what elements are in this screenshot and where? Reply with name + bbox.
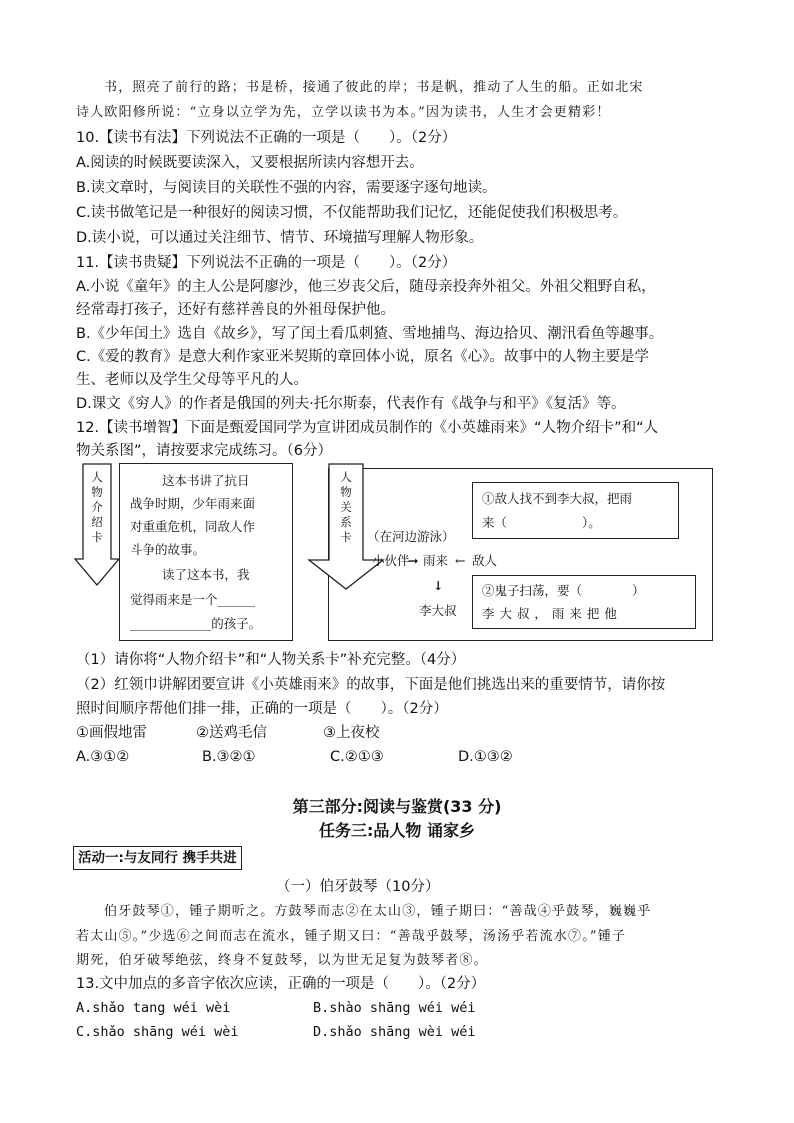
q12-sub-1: （1）请你将“人物介绍卡”和“人物关系卡”补充完整。（4分） — [76, 652, 466, 668]
q13-option-c: C.shǎo shāng wéi wèi — [76, 1024, 239, 1040]
arrow-left-icon: ← — [455, 553, 466, 568]
q13-option-b: B.shào shāng wéi wéi — [313, 1000, 476, 1016]
q11-line-2: 经常毒打孩子，还好有慈祥善良的外祖母保护他。 — [76, 302, 395, 318]
person-enemy: 敌人 — [472, 553, 498, 568]
event-box-1-line-2: 来（ ）。 — [482, 515, 601, 530]
intro-card-line-6: 觉得雨来是一个______ — [130, 592, 256, 607]
q12-event-3: ③上夜校 — [323, 725, 380, 741]
intro-card-line-4: 斗争的故事。 — [130, 542, 206, 557]
q10-stem: 10.【读书有法】下列说法不正确的一项是（ ）。（2分） — [76, 130, 457, 146]
passage-line-2: 若太山⑤。”少选⑥之间而志在流水，锺子期又曰：“善哉乎鼓琴，汤汤乎若流水⑦。”锺子 — [76, 929, 627, 944]
intro-card-line-3: 对重重危机，同敌人作 — [130, 519, 256, 534]
event-box-1-line-1: ①敌人找不到李大叔，把雨 — [482, 491, 633, 506]
q11-line-6: D.课文《穷人》的作者是俄国的列夫·托尔斯泰，代表作有《战争与和平》《复活》等。 — [76, 396, 626, 412]
q11-line-4: C.《爱的教育》是意大利作家亚米契斯的章回体小说，原名《心》。故事中的人物主要是学 — [76, 349, 649, 365]
relationship-card-label: 人物关系卡 — [340, 470, 352, 544]
part3-task: 任务三:品人物 诵家乡 — [319, 821, 475, 840]
activity-label: 活动一:与友同行 携手共进 — [73, 846, 242, 870]
event-box-2-line-2: 李 大 叔 ， 雨 来 把 他 — [482, 606, 618, 621]
q11-line-5: 生、老师以及学生父母等平凡的人。 — [76, 372, 308, 388]
q12-sub-2-line-1: （2）红领巾讲解团要宣讲《小英雄雨来》的故事，下面是他们挑选出来的重要情节，请你按 — [76, 677, 666, 693]
intro-card-line-7: _____________的孩子。 — [130, 616, 262, 631]
q11-stem: 11.【读书贵疑】下列说法不正确的一项是（ ）。（2分） — [76, 255, 457, 271]
river-note: （在河边游泳） — [367, 529, 455, 544]
person-yulai: 雨来 — [423, 553, 449, 568]
q13-option-a: A.shǎo tang wéi wèi — [76, 1000, 231, 1016]
event-box-2-line-1: ②鬼子扫荡，要（ ） — [482, 583, 645, 598]
q10-option-b: B.读文章时，与阅读目的关联性不强的内容，需要逐字逐句地读。 — [76, 180, 497, 196]
arrow-down-icon: ↓ — [433, 578, 444, 593]
intro-card-line-5: 读了这本书，我 — [162, 567, 250, 582]
q12-option-a: A.③①② — [76, 749, 130, 765]
passage-line-1: 伯牙鼓琴①，锺子期听之。方鼓琴而志②在太山③，锺子期曰：“善哉④乎鼓琴，巍巍乎 — [104, 904, 652, 919]
part3-title: 第三部分:阅读与鉴赏(33 分) — [292, 797, 502, 816]
person-uncle-li: 李大叔 — [419, 603, 457, 618]
intro-line-2: 诗人欧阳修所说：“立身以立学为先，立学以读书为本。”因为读书，人生才会更精彩！ — [76, 105, 611, 120]
intro-line-1: 书，照亮了前行的路；书是桥，接通了彼此的岸；书是帆，推动了人生的船。正如北宋 — [104, 80, 644, 95]
q13-stem: 13.文中加点的多音字依次应读，正确的一项是（ ）。（2分） — [76, 976, 486, 992]
q12-event-2: ②送鸡毛信 — [196, 725, 267, 741]
q12-sub-2-line-2: 照时间顺序帮他们排一排，正确的一项是（ ）。（2分） — [76, 701, 448, 717]
passage-line-3: 期死，伯牙破琴绝弦，终身不复鼓琴，以为世无足复为鼓琴者⑧。 — [76, 953, 488, 968]
q11-line-3: B.《少年闰土》选自《故乡》，写了闰土看瓜刺猹、雪地捕鸟、海边拾贝、潮汛看鱼等趣事。 — [76, 326, 664, 342]
q10-option-a: A.阅读的时候既要读深入，又要根据所读内容想开去。 — [76, 155, 424, 171]
q11-line-1: A.小说《童年》的主人公是阿廖沙，他三岁丧父后，随母亲投奔外祖父。外祖父粗野自私， — [76, 279, 656, 295]
person-friends: 小伙伴 — [372, 553, 410, 568]
arrow-right-icon: ➞ — [408, 553, 419, 568]
q12-event-1: ①画假地雷 — [76, 725, 147, 741]
q10-option-c: C.读书做笔记是一种很好的阅读习惯，不仅能帮助我们记忆，还能促使我们积极思考。 — [76, 205, 628, 221]
intro-card-line-2: 战争时期，少年雨来面 — [130, 496, 256, 511]
intro-card-line-1: 这本书讲了抗日 — [162, 473, 250, 488]
q12-option-b: B.③②① — [202, 749, 256, 765]
passage-title: （一）伯牙鼓琴（10分） — [276, 879, 440, 895]
q13-option-d: D.shǎo shāng wèi wéi — [313, 1024, 476, 1040]
q12-option-d: D.①③② — [458, 749, 513, 765]
q12-stem-1: 12.【读书增智】下面是甄爱国同学为宣讲团成员制作的《小英雄雨来》“人物介绍卡”和“人 — [76, 420, 659, 436]
q12-option-c: C.②①③ — [330, 749, 384, 765]
q10-option-d: D.读小说，可以通过关注细节、情节、环境描写理解人物形象。 — [76, 230, 484, 246]
intro-card-label: 人物介绍卡 — [91, 470, 103, 544]
q12-stem-2: 物关系图”，请按要求完成练习。（6分） — [76, 443, 332, 459]
